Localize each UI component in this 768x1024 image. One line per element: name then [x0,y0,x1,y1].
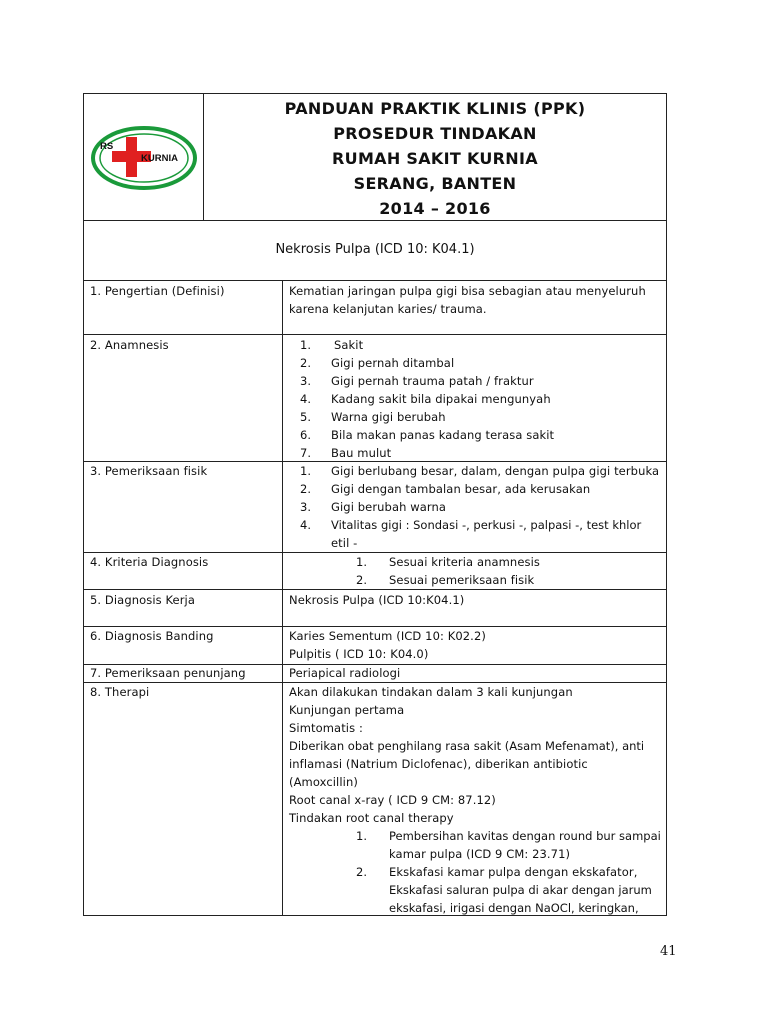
page-number: 41 [660,944,677,959]
list-item: Ekskafasi kamar pulpa dengan ekskafator, [389,865,638,879]
list-number: 2. [356,865,368,879]
list-number: 3. [300,500,312,514]
list-number: 4. [300,518,312,532]
list-number: 5. [300,410,312,424]
row-text: Tindakan root canal therapy [289,811,454,825]
list-item-continued: ekskafasi, irigasi dengan NaOCl, keringkan, [389,901,639,915]
divider [282,280,283,916]
list-item: Bila makan panas kadang terasa sakit [331,428,555,442]
row-label: 4. Kriteria Diagnosis [90,555,209,569]
row-label: 8. Therapi [90,685,150,699]
list-item: Bau mulut [331,446,392,460]
list-number: 6. [300,428,312,442]
row-label: 7. Pemeriksaan penunjang [90,666,246,680]
list-item: Sesuai kriteria anamnesis [389,555,540,569]
rs-kurnia-logo [91,126,197,190]
row-text: Karies Sementum (ICD 10: K02.2) [289,629,486,643]
header-title: 2014 – 2016 [379,199,491,218]
row-label: 6. Diagnosis Banding [90,629,214,643]
list-item: Gigi berubah warna [331,500,447,514]
list-item: Pembersihan kavitas dengan round bur sampai [389,829,661,843]
list-number: 1. [356,555,368,569]
list-item: Gigi dengan tambalan besar, ada kerusakan [331,482,591,496]
header-title: PANDUAN PRAKTIK KLINIS (PPK) [284,99,586,118]
header-title: SERANG, BANTEN [353,174,517,193]
document-subtitle: Nekrosis Pulpa (ICD 10: K04.1) [275,242,475,257]
list-item: Gigi berlubang besar, dalam, dengan pulpa gigi terbuka [331,464,660,478]
list-item-continued: Ekskafasi saluran pulpa di akar dengan jarum [389,883,652,897]
list-number: 4. [300,392,312,406]
list-number: 1. [300,338,312,352]
svg-text:RS: RS [100,141,114,152]
header-title: RUMAH SAKIT KURNIA [332,149,538,168]
divider [83,589,667,590]
svg-text:KURNIA: KURNIA [141,153,178,164]
list-item: Kadang sakit bila dipakai mengunyah [331,392,551,406]
divider [83,280,667,281]
list-item: Gigi pernah ditambal [331,356,455,370]
row-text: inflamasi (Natrium Diclofenac), diberikan antibiotic [289,757,588,771]
row-text: Periapical radiologi [289,666,401,680]
list-item-continued: etil - [331,536,358,550]
row-label: 5. Diagnosis Kerja [90,593,195,607]
list-item: Gigi pernah trauma patah / fraktur [331,374,534,388]
header-title: PROSEDUR TINDAKAN [333,124,537,143]
list-number: 3. [300,374,312,388]
row-label: 3. Pemeriksaan fisik [90,464,208,478]
row-text: Nekrosis Pulpa (ICD 10:K04.1) [289,593,465,607]
row-text: (Amoxcillin) [289,775,358,789]
row-text: Diberikan obat penghilang rasa sakit (Asam Mefenamat), anti [289,739,645,753]
row-text: Pulpitis ( ICD 10: K04.0) [289,647,429,661]
list-item: Vitalitas gigi : Sondasi -, perkusi -, palpasi -, test khlor [331,518,642,532]
list-item: Warna gigi berubah [331,410,446,424]
row-text: Kematian jaringan pulpa gigi bisa sebagian atau menyeluruh [289,284,646,298]
row-label: 1. Pengertian (Definisi) [90,284,225,298]
list-number: 1. [356,829,368,843]
list-item-continued: kamar pulpa (ICD 9 CM: 23.71) [389,847,571,861]
list-number: 2. [300,356,312,370]
row-text: karena kelanjutan karies/ trauma. [289,302,487,316]
row-text: Akan dilakukan tindakan dalam 3 kali kunjungan [289,685,573,699]
list-item: Sesuai pemeriksaan fisik [389,573,535,587]
row-text: Simtomatis : [289,721,363,735]
row-label: 2. Anamnesis [90,338,169,352]
list-number: 1. [300,464,312,478]
row-text: Kunjungan pertama [289,703,405,717]
list-number: 7. [300,446,312,460]
list-item: Sakit [334,338,364,352]
list-number: 2. [300,482,312,496]
divider [83,334,667,335]
list-number: 2. [356,573,368,587]
row-text: Root canal x-ray ( ICD 9 CM: 87.12) [289,793,496,807]
